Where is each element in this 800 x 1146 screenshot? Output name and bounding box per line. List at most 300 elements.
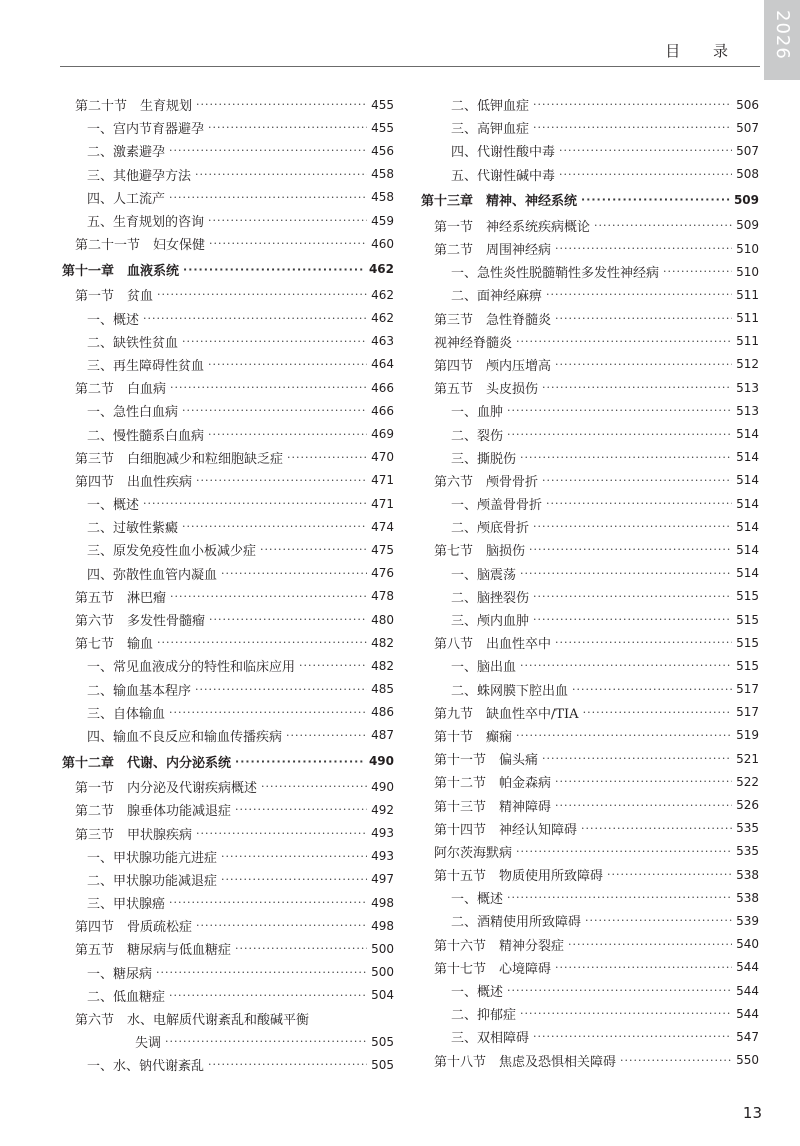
dot-leader [559,144,732,157]
dot-leader [533,98,732,111]
toc-entry-page: 506 [736,97,759,112]
toc-entry-page: 544 [736,983,759,998]
toc-entry-page: 511 [736,287,759,302]
toc-entry-page: 460 [371,236,394,251]
toc-entry-title: 第十五节 物质使用所致障碍 [434,869,604,885]
dot-leader [555,799,732,812]
toc-entry-title: 三、自体输血 [87,706,166,722]
toc-entry-item[interactable] [62,868,394,891]
toc-entry-page: 482 [371,635,394,650]
toc-entry-section[interactable] [62,798,394,821]
toc-entry-page: 462 [371,287,394,302]
toc-entry-page: 480 [371,612,394,627]
toc-entry-item[interactable] [62,492,394,515]
toc-entry-title: 第三节 白细胞减少和粒细胞缺乏症 [75,451,284,467]
toc-entry-item[interactable] [62,186,394,209]
toc-entry-title: 视神经脊髓炎 [434,335,513,351]
toc-entry-title: 一、概述 [451,985,504,1001]
dot-leader [235,803,367,816]
toc-entry-title: 一、水、钠代谢紊乱 [87,1059,205,1075]
toc-entry-page: 514 [736,427,759,442]
toc-entry-item[interactable] [62,984,394,1007]
dot-leader [182,335,367,348]
dot-leader [169,191,367,204]
dot-leader [287,451,367,464]
toc-entry-item[interactable] [62,330,394,353]
toc-entry-section[interactable] [421,817,759,840]
dot-leader [533,121,732,134]
toc-entry-section[interactable] [421,1049,759,1072]
toc-entry-title: 三、其他避孕方法 [87,168,192,184]
dot-leader [555,312,732,325]
toc-entry-page: 500 [371,941,394,956]
toc-entry-item[interactable] [62,891,394,914]
toc-entry-sub[interactable] [421,585,759,608]
dot-leader [157,636,367,649]
toc-entry-title: 一、概述 [451,892,504,908]
toc-entry-page: 511 [736,334,759,349]
toc-entry-title: 二、抑郁症 [451,1008,517,1024]
toc-entry-sub[interactable] [421,139,759,162]
dot-leader [520,451,732,464]
toc-entry-title: 第六节 多发性骨髓瘤 [75,614,206,630]
dot-leader [235,755,365,768]
toc-entry-title: 二、蛛网膜下腔出血 [451,683,569,699]
dot-leader [583,706,733,719]
toc-entry-item[interactable] [62,422,394,445]
dot-leader [507,404,732,417]
dot-leader [520,567,732,580]
toc-entry-title: 一、脑出血 [451,660,517,676]
toc-entry-section[interactable] [62,232,394,255]
toc-entry-page: 509 [736,218,759,233]
dot-leader [182,520,367,533]
dot-leader [221,873,367,886]
year-edge-tab [764,0,800,80]
toc-entry-sub[interactable] [421,492,759,515]
dot-leader [542,474,732,487]
dot-leader [286,729,367,742]
toc-entry-page: 458 [371,190,394,205]
dot-leader [209,237,367,250]
toc-entry-sub[interactable] [421,608,759,631]
dot-leader [594,219,732,232]
toc-entry-wrap-second[interactable] [62,1030,394,1053]
toc-entry-section[interactable] [62,376,394,399]
toc-entry-sub[interactable] [421,886,759,909]
toc-entry-sub[interactable] [421,1002,759,1025]
toc-entry-page: 505 [371,1034,394,1049]
dot-leader [208,358,367,371]
dot-leader [607,868,732,881]
toc-entry-section[interactable] [62,585,394,608]
toc-entry-title: 第二十一节 妇女保健 [75,238,206,254]
dot-leader [533,520,732,533]
toc-entry-title: 第二节 腺垂体功能减退症 [75,804,232,820]
toc-entry-sub[interactable] [421,116,759,139]
toc-entry-page: 466 [371,403,394,418]
toc-entry-section[interactable] [421,747,759,770]
toc-entry-page: 514 [736,542,759,557]
toc-entry-page: 492 [371,802,394,817]
toc-entry-title: 四、弥散性血管内凝血 [87,567,218,583]
toc-entry-item[interactable] [62,562,394,585]
toc-entry-item[interactable] [62,515,394,538]
toc-entry-title: 三、再生障碍性贫血 [87,358,205,374]
dot-leader [555,358,732,371]
toc-entry-page: 526 [736,798,759,813]
dot-leader [555,242,732,255]
toc-entry-item[interactable] [62,139,394,162]
toc-entry-page: 544 [736,1006,759,1021]
toc-entry-section[interactable] [62,937,394,960]
toc-entry-section[interactable] [421,840,759,863]
toc-entry-section[interactable] [421,538,759,561]
toc-entry-section[interactable] [421,770,759,793]
dot-leader [533,590,732,603]
toc-entry-page: 517 [736,705,759,720]
toc-entry-page: 515 [736,635,759,650]
toc-entry-page: 482 [371,658,394,673]
toc-entry-title: 二、激素避孕 [87,145,166,161]
toc-entry-title: 第十二节 帕金森病 [434,776,552,792]
toc-entry-page: 507 [736,143,759,158]
toc-entry-page: 539 [736,913,759,928]
toc-entry-section[interactable] [62,93,394,116]
toc-entry-title: 三、双相障碍 [451,1031,530,1047]
toc-entry-title: 第十二章 代谢、内分泌系统 [62,755,232,771]
toc-entry-title: 一、概述 [87,312,140,328]
toc-entry-title: 第十三章 精神、神经系统 [421,194,578,210]
toc-entry-page: 463 [371,334,394,349]
toc-entry-title: 第二十节 生育规划 [75,99,193,115]
toc-entry-title: 二、裂伤 [451,428,504,444]
toc-entry-title: 第十一章 血液系统 [62,263,180,279]
toc-entry-title: 二、面神经麻痹 [451,289,543,305]
dot-leader [221,850,367,863]
dot-leader [260,543,367,556]
toc-entry-page: 474 [371,519,394,534]
toc-entry-page: 485 [371,682,394,697]
toc-entry-page: 511 [736,311,759,326]
toc-entry-page: 505 [371,1057,394,1072]
toc-entry-page: 535 [736,821,759,836]
toc-entry-title: 四、输血不良反应和输血传播疾病 [87,729,283,745]
toc-entry-title: 阿尔茨海默病 [434,845,513,861]
toc-entry-title: 二、输血基本程序 [87,683,192,699]
toc-entry-title: 三、甲状腺癌 [87,897,166,913]
toc-entry-page: 517 [736,682,759,697]
toc-entry-item[interactable] [62,961,394,984]
toc-entry-title: 五、代谢性碱中毒 [451,168,556,184]
toc-entry-wrap-first[interactable] [62,1007,394,1030]
toc-entry-page: 493 [371,826,394,841]
dot-leader [143,312,367,325]
toc-entry-item[interactable] [62,724,394,747]
toc-entry-item[interactable] [62,353,394,376]
toc-entry-title: 一、概述 [87,498,140,514]
dot-leader [165,1035,367,1048]
toc-entry-page: 514 [736,519,759,534]
toc-entry-item[interactable] [62,1053,394,1076]
toc-entry-page: 478 [371,589,394,604]
dot-leader [157,288,367,301]
toc-entry-title: 二、酒精使用所致障碍 [451,915,582,931]
toc-entry-title: 第五节 淋巴瘤 [75,590,167,606]
toc-entry-sub[interactable] [421,1025,759,1048]
dot-leader [169,989,367,1002]
toc-entry-item[interactable] [62,163,394,186]
toc-entry-page: 498 [371,918,394,933]
dot-leader [196,827,367,840]
toc-entry-page: 514 [736,450,759,465]
toc-entry-page: 515 [736,589,759,604]
toc-entry-page: 458 [371,167,394,182]
toc-entry-sub[interactable] [421,399,759,422]
toc-entry-page: 459 [371,213,394,228]
dot-leader [195,168,367,181]
toc-entry-section[interactable] [62,631,394,654]
toc-entry-section[interactable] [421,724,759,747]
toc-entry-title: 第六节 颅骨骨折 [434,474,539,490]
toc-entry-section[interactable] [62,283,394,306]
toc-entry-page: 540 [736,937,759,952]
toc-entry-page: 466 [371,380,394,395]
toc-entry-sub[interactable] [421,163,759,186]
dot-leader [555,636,732,649]
dot-leader [182,404,367,417]
toc-entry-title: 一、急性炎性脱髓鞘性多发性神经病 [451,266,660,282]
toc-entry-section[interactable] [421,863,759,886]
dot-leader [208,1058,367,1071]
toc-entry-title: 第四节 骨质疏松症 [75,920,193,936]
toc-entry-page: 475 [371,542,394,557]
dot-leader [183,263,365,276]
toc-entry-item[interactable] [62,209,394,232]
dot-leader [533,613,732,626]
dot-leader [542,752,732,765]
toc-entry-title: 第二节 周围神经病 [434,243,552,259]
toc-entry-chapter[interactable] [62,255,394,283]
toc-entry-page: 512 [736,357,759,372]
dot-leader [585,914,732,927]
toc-entry-section[interactable] [421,933,759,956]
toc-entry-page: 513 [736,380,759,395]
toc-entry-title: 第一节 贫血 [75,289,154,305]
dot-leader [196,919,367,932]
toc-entry-page: 504 [371,988,394,1003]
toc-entry-title: 第十八节 焦虑及恐惧相关障碍 [434,1054,617,1070]
dot-leader [195,683,367,696]
toc-entry-title: 二、颅底骨折 [451,521,530,537]
toc-entry-section[interactable] [421,353,759,376]
toc-entry-page: 507 [736,120,759,135]
toc-entry-title: 三、撕脱伤 [451,451,517,467]
toc-left-column [62,93,394,1077]
toc-entry-page: 544 [736,960,759,975]
toc-entry-page: 538 [736,867,759,882]
dot-leader [169,144,367,157]
toc-entry-sub[interactable] [421,93,759,116]
toc-entry-title: 第十七节 心境障碍 [434,961,552,977]
toc-entry-page: 521 [736,751,759,766]
toc-entry-title: 二、缺铁性贫血 [87,335,179,351]
dot-leader [170,381,367,394]
toc-entry-sub[interactable] [421,422,759,445]
toc-entry-page: 519 [736,728,759,743]
toc-right-column [421,93,759,1072]
dot-leader [581,193,730,206]
toc-entry-item[interactable] [62,116,394,139]
toc-entry-title: 第十节 癫痫 [434,729,513,745]
dot-leader [156,966,367,979]
toc-entry-page: 490 [371,779,394,794]
toc-entry-page: 498 [371,895,394,910]
toc-entry-section[interactable] [421,469,759,492]
toc-entry-title: 一、常见血液成分的特性和临床应用 [87,660,296,676]
dot-leader [555,775,732,788]
toc-entry-page: 456 [371,143,394,158]
toc-entry-title: 失调 [135,1036,162,1052]
toc-entry-title: 三、高钾血症 [451,122,530,138]
dot-leader [170,590,367,603]
dot-leader [261,780,367,793]
toc-entry-page: 515 [736,658,759,673]
dot-leader [299,659,367,672]
toc-entry-item[interactable] [62,678,394,701]
toc-entry-title: 二、低血糖症 [87,989,166,1005]
toc-entry-sub[interactable] [421,562,759,585]
toc-entry-page: 514 [736,473,759,488]
toc-entry-section[interactable] [421,701,759,724]
toc-entry-chapter[interactable] [421,186,759,214]
toc-entry-sub[interactable] [421,446,759,469]
toc-entry-section[interactable] [62,608,394,631]
year-edge-tab-text: 2026 [772,10,793,60]
dot-leader [529,543,732,556]
toc-entry-section[interactable] [421,376,759,399]
toc-entry-title: 三、颅内血肿 [451,614,530,630]
dot-leader [196,98,367,111]
dot-leader [208,214,367,227]
dot-leader [516,729,732,742]
toc-entry-page: 471 [371,496,394,511]
toc-entry-title: 一、甲状腺功能亢进症 [87,850,218,866]
toc-entry-page: 476 [371,566,394,581]
toc-entry-section[interactable] [421,214,759,237]
toc-entry-item[interactable] [62,307,394,330]
toc-entry-title: 二、脑挫裂伤 [451,590,530,606]
dot-leader [572,683,732,696]
toc-entry-item[interactable] [62,845,394,868]
toc-entry-chapter[interactable] [62,747,394,775]
toc-entry-title: 一、颅盖骨骨折 [451,498,543,514]
toc-entry-page: 486 [371,705,394,720]
dot-leader [663,265,732,278]
toc-entry-sub[interactable] [421,654,759,677]
toc-entry-title: 第四节 出血性疾病 [75,474,193,490]
toc-entry-section[interactable] [62,446,394,469]
toc-entry-section[interactable] [421,793,759,816]
toc-entry-sub[interactable] [421,260,759,283]
toc-entry-title: 二、慢性髓系白血病 [87,428,205,444]
page-header-title: 目 录 [665,42,742,60]
dot-leader [507,428,732,441]
toc-entry-title: 四、代谢性酸中毒 [451,145,556,161]
toc-entry-title: 一、急性白血病 [87,405,179,421]
toc-entry-item[interactable] [62,399,394,422]
toc-entry-page: 522 [736,774,759,789]
dot-leader [235,942,367,955]
toc-entry-title: 一、糖尿病 [87,966,153,982]
dot-leader [516,845,732,858]
header-rule [60,66,760,67]
toc-entry-title: 三、原发免疫性血小板减少症 [87,544,257,560]
toc-entry-title: 二、甲状腺功能减退症 [87,873,218,889]
dot-leader [208,121,367,134]
toc-entry-page: 493 [371,849,394,864]
dot-leader [221,567,367,580]
toc-entry-section[interactable] [421,631,759,654]
toc-entry-title: 第一节 内分泌及代谢疾病概述 [75,781,258,797]
toc-entry-sub[interactable] [421,515,759,538]
toc-entry-section[interactable] [421,307,759,330]
toc-entry-section[interactable] [62,469,394,492]
dot-leader [208,428,367,441]
toc-entry-page: 464 [371,357,394,372]
toc-entry-sub[interactable] [421,283,759,306]
toc-entry-page: 550 [736,1053,759,1068]
toc-entry-title: 第三节 急性脊髓炎 [434,312,552,328]
toc-entry-title: 第五节 头皮损伤 [434,382,539,398]
toc-entry-section[interactable] [62,821,394,844]
toc-entry-title: 第三节 甲状腺疾病 [75,827,193,843]
dot-leader [507,891,732,904]
dot-leader [546,497,732,510]
toc-entry-section[interactable] [421,330,759,353]
toc-entry-title: 一、脑震荡 [451,567,517,583]
toc-entry-title: 第七节 输血 [75,637,154,653]
toc-entry-section[interactable] [421,237,759,260]
toc-entry-title: 第十三节 精神障碍 [434,799,552,815]
toc-entry-title: 五、生育规划的咨询 [87,215,205,231]
dot-leader [516,335,732,348]
toc-entry-item[interactable] [62,701,394,724]
toc-entry-title: 一、血肿 [451,405,504,421]
toc-entry-page: 513 [736,403,759,418]
toc-entry-section[interactable] [62,914,394,937]
toc-entry-page: 500 [371,965,394,980]
dot-leader [581,822,732,835]
toc-entry-page: 547 [736,1029,759,1044]
toc-entry-section[interactable] [421,956,759,979]
toc-entry-section[interactable] [62,775,394,798]
toc-entry-page: 510 [736,264,759,279]
toc-entry-sub[interactable] [421,909,759,932]
toc-entry-title: 第九节 缺血性卒中/TIA [434,706,579,722]
dot-leader [559,168,732,181]
dot-leader [143,497,367,510]
dot-leader [196,474,367,487]
toc-entry-sub[interactable] [421,979,759,1002]
toc-entry-item[interactable] [62,654,394,677]
toc-entry-title: 第八节 出血性卒中 [434,637,552,653]
toc-entry-item[interactable] [62,538,394,561]
toc-entry-page: 514 [736,566,759,581]
toc-entry-sub[interactable] [421,678,759,701]
toc-entry-page: 462 [371,311,394,326]
toc-entry-page: 490 [368,754,394,769]
